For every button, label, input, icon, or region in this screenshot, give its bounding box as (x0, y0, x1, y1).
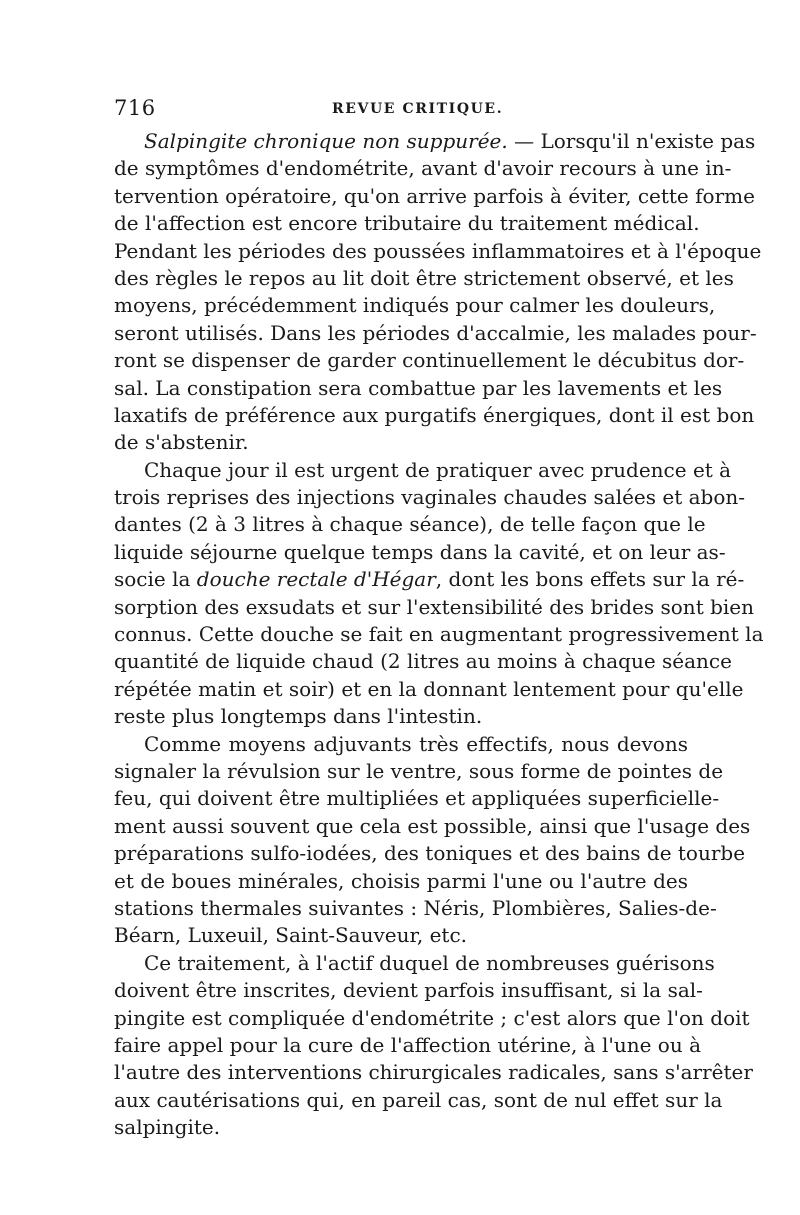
text-line (114, 265, 734, 292)
text-segment: tervention opératoire, qu'on arrive parfois à éviter, cette forme (114, 183, 755, 208)
body-text (114, 128, 764, 1141)
text-segment: reste plus longtemps dans l'intestin. (114, 704, 483, 729)
text-line (114, 594, 754, 621)
text-segment: stations thermales suivantes : Néris, Plombières, Salies-de- (114, 895, 717, 920)
text-line (114, 731, 688, 758)
text-segment: et de boues minérales, choisis parmi l'une ou l'autre des (114, 868, 688, 893)
text-segment: salpingite. (114, 1115, 221, 1140)
text-segment: Béarn, Luxeuil, Saint-Sauveur, etc. (114, 923, 468, 948)
text-line (114, 128, 756, 155)
text-line (114, 621, 764, 648)
text-segment: moyens, précédemment indiqués pour calmer les douleurs, (114, 293, 716, 318)
text-segment: préparations sulfo-iodées, des toniques et des bains de tourbe (114, 841, 746, 866)
text-segment: connus. Cette douche se fait en augmentant progressivement la (114, 622, 764, 647)
running-head (114, 96, 688, 126)
text-line (114, 703, 688, 730)
text-segment: ront se dispenser de garder continuellement le décubitus dor- (114, 348, 745, 373)
text-segment: doivent être inscrites, devient parfois insuffisant, si la sal- (114, 978, 703, 1003)
text-line (114, 840, 746, 867)
text-segment: feu, qui doivent être multipliées et appliquées superficielle- (114, 786, 720, 811)
text-segment: Pendant les périodes des poussées inflammatoires et à l'époque (114, 238, 762, 263)
text-line (114, 785, 720, 812)
text-segment: Chaque jour il est urgent de pratiquer avec prudence et à (144, 457, 732, 482)
text-segment: Ce traitement, à l'actif duquel de nombreuses guérisons (144, 950, 715, 975)
text-line (114, 539, 726, 566)
running-title: REVUE CRITIQUE. (332, 101, 504, 117)
text-line (114, 429, 688, 456)
italic-text: Salpingite chronique non suppurée. (144, 129, 508, 153)
text-line (114, 484, 746, 511)
text-segment: Comme moyens adjuvants très effectifs, nous devons (144, 731, 688, 756)
text-segment: pingite est compliquée d'endométrite ; c'est alors que l'on doit (114, 1005, 750, 1030)
text-segment: socie la (114, 567, 197, 592)
text-line (114, 950, 715, 977)
text-segment: l'autre des interventions chirurgicales radicales, sans s'arrêter (114, 1060, 753, 1085)
text-line (114, 511, 706, 538)
text-segment: sal. La constipation sera combattue par les lavements et les (114, 375, 723, 400)
text-line (114, 676, 744, 703)
text-line (114, 210, 700, 237)
text-segment: de s'abstenir. (114, 430, 249, 455)
text-segment: dantes (2 à 3 litres à chaque séance), de telle façon que le (114, 512, 706, 537)
text-line (114, 155, 732, 182)
text-segment: sorption des exsudats et sur l'extensibilité des brides sont bien (114, 594, 754, 619)
text-segment: ment aussi souvent que cela est possible, ainsi que l'usage des (114, 813, 751, 838)
text-line (114, 1087, 723, 1114)
text-line (114, 566, 745, 593)
page-number: 716 (114, 96, 156, 120)
text-segment: quantité de liquide chaud (2 litres au moins à chaque séance (114, 649, 732, 674)
text-segment: — Lorsqu'il n'existe pas (507, 129, 756, 153)
text-segment: seront utilisés. Dans les périodes d'accalmie, les malades pour- (114, 320, 757, 345)
text-segment: des règles le repos au lit doit être strictement observé, et les (114, 265, 734, 290)
text-segment: , dont les bons effets sur la ré- (435, 567, 745, 592)
text-line (114, 457, 732, 484)
text-segment: répétée matin et soir) et en la donnant lentement pour qu'elle (114, 676, 744, 701)
text-segment: signaler la révulsion sur le ventre, sous forme de pointes de (114, 758, 724, 783)
text-line (114, 320, 757, 347)
text-line (114, 238, 762, 265)
text-segment: faire appel pour la cure de l'affection utérine, à l'une ou à (114, 1032, 702, 1057)
text-line (114, 402, 755, 429)
text-line (114, 1114, 688, 1141)
text-line (114, 1059, 753, 1086)
text-segment: de l'affection est encore tributaire du traitement médical. (114, 211, 700, 236)
text-segment: aux cautérisations qui, en pareil cas, sont de nul effet sur la (114, 1087, 723, 1112)
text-segment: de symptômes d'endométrite, avant d'avoir recours à une in- (114, 156, 732, 181)
text-line (114, 813, 751, 840)
text-line (114, 347, 745, 374)
text-line (114, 375, 723, 402)
text-line (114, 758, 724, 785)
text-line (114, 292, 716, 319)
text-line (114, 183, 755, 210)
text-line (114, 922, 688, 949)
italic-text: douche rectale d'Hégar (196, 567, 436, 592)
text-line (114, 1032, 702, 1059)
text-line (114, 1005, 750, 1032)
text-line (114, 648, 732, 675)
text-segment: trois reprises des injections vaginales chaudes salées et abon- (114, 485, 746, 510)
text-segment: laxatifs de préférence aux purgatifs énergiques, dont il est bon (114, 402, 755, 427)
text-segment: liquide séjourne quelque temps dans la cavité, et on leur as- (114, 539, 726, 564)
text-line (114, 977, 703, 1004)
text-line (114, 895, 717, 922)
text-line (114, 868, 688, 895)
